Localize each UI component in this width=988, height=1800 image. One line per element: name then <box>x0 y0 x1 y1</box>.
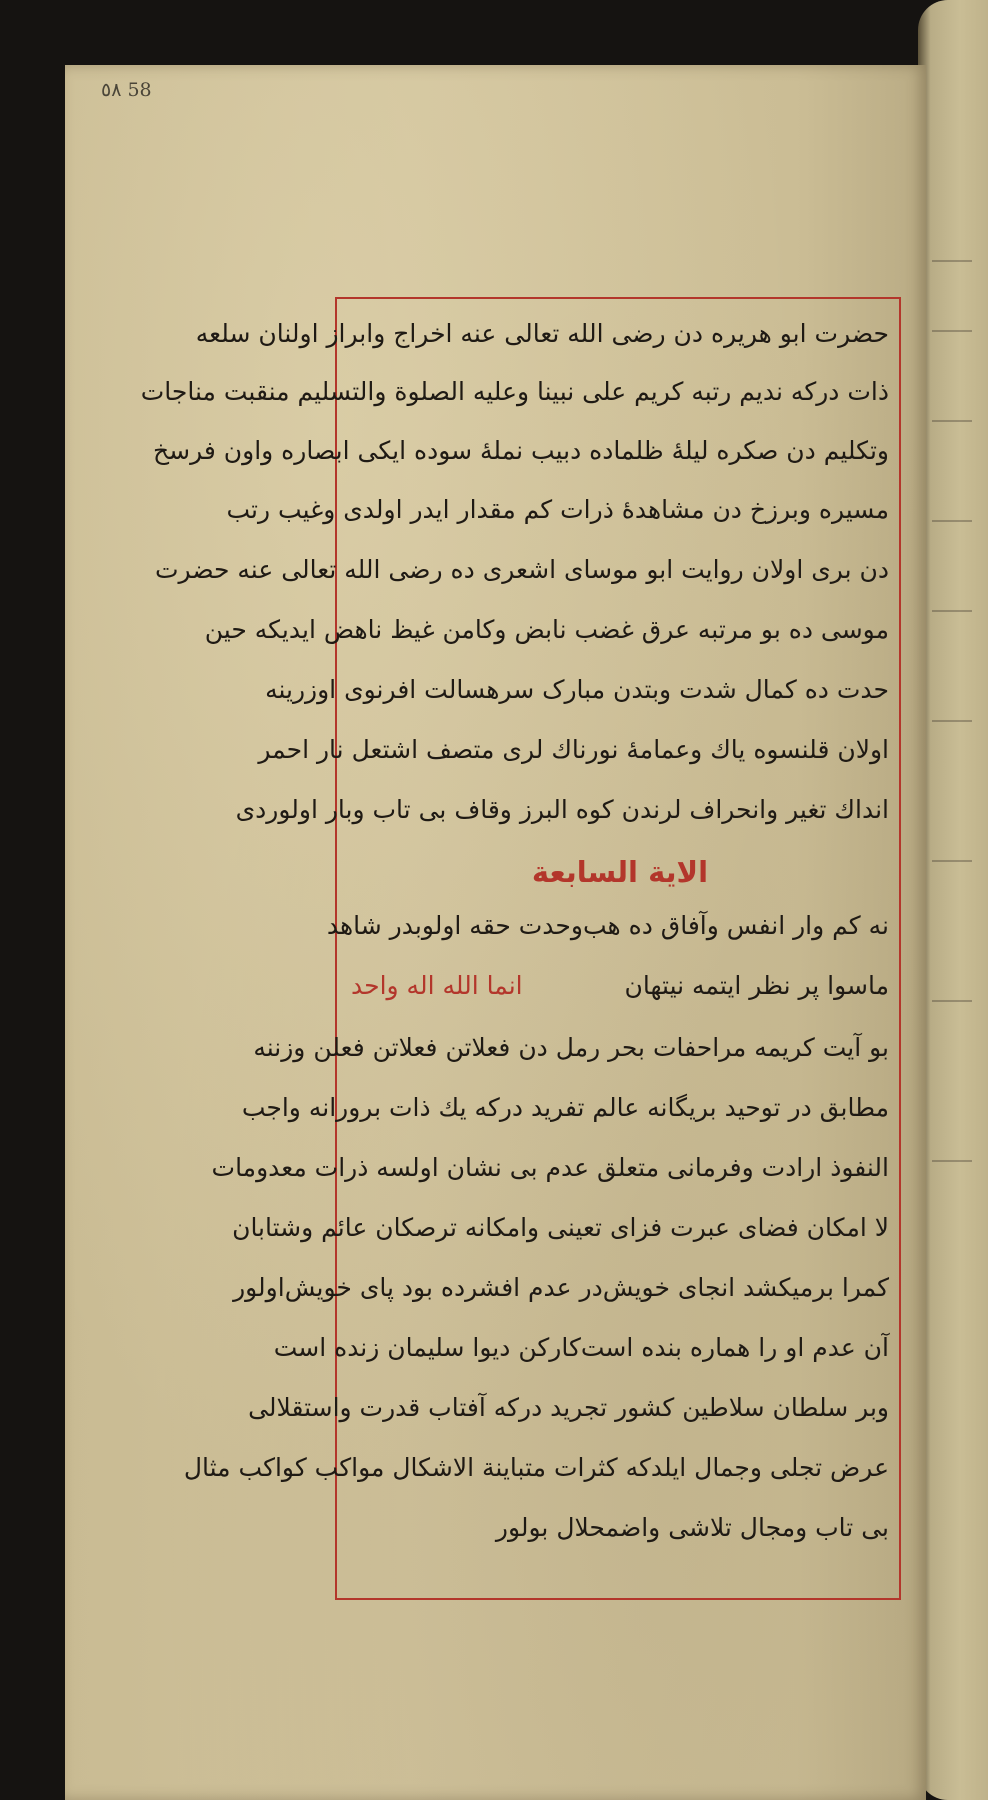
verse-line <box>337 971 903 1000</box>
text-line: بو آیت کریمه مراحفات بحر رمل دن فعلاتن فعلاتن فعلن وزننه <box>253 1033 889 1062</box>
verse-line <box>233 1273 903 1302</box>
text-line: انداك تغیر وانحراف لرندن کوه البرز وقاف بی تاب وبار اولوردی <box>235 795 889 824</box>
verse-hemistich-left: وحدت حقه اولوبدر شاهد <box>326 911 583 940</box>
verse-hemistich-left: کمرا برمیکشد انجای خویش <box>602 1273 889 1302</box>
facing-page-ink-trace <box>932 610 972 612</box>
text-line: مسیره وبرزخ دن مشاهدهٔ ذرات کم مقدار ایدر اولدی وغیب رتب <box>226 495 889 524</box>
text-line: دن بری اولان روایت ابو موسای اشعری ده رضی الله تعالی عنه حضرت <box>154 555 889 584</box>
verse-hemistich-right: ماسوا پر نظر ایتمه نیتهان <box>624 971 889 1000</box>
verse-hemistich-left: کارکن دیوا سلیمان زنده است <box>273 1333 581 1362</box>
text-line: وبر سلطان سلاطین کشور تجرید درکه آفتاب قدرت واستقلالی <box>248 1393 889 1422</box>
verse-hemistich-middle: در عدم افشرده بود پای خویش <box>284 1273 603 1302</box>
text-line: مطابق در توحید بریگانه عالم تفرید درکه یك ذات برورانه واجب <box>241 1093 889 1122</box>
text-line: وتکلیم دن صکره لیلهٔ ظلماده دبیب نملهٔ سوده ایکی ابصاره واون فرسخ <box>152 436 889 465</box>
facing-page-ink-trace <box>932 720 972 722</box>
verse-line <box>273 1333 903 1362</box>
text-line: عرض تجلی وجمال ایلدکه کثرات متباینة الاشکال مواکب کواکب مثال <box>183 1453 889 1482</box>
verse-hemistich-right: نه کم وار انفس وآفاق ده هب <box>582 911 889 940</box>
facing-page-ink-trace <box>932 520 972 522</box>
facing-page-ink-trace <box>932 420 972 422</box>
text-line: حضرت ابو هریره دن رضی الله تعالی عنه اخراج وابراز اولنان سلعه <box>195 319 889 348</box>
facing-page-edge <box>918 0 988 1800</box>
text-line: ذات درکه ندیم رتبه کریم علی نبینا وعلیه الصلوة والتسلیم منقبت مناجات <box>140 377 889 406</box>
facing-page-ink-trace <box>932 860 972 862</box>
facing-page-ink-trace <box>932 330 972 332</box>
text-block-frame <box>140 297 901 1600</box>
text-line: النفوذ ارادت وفرمانی متعلق عدم بی نشان اولسه ذرات معدومات <box>211 1153 889 1182</box>
facing-page-ink-trace <box>932 260 972 262</box>
folio-number: ٥٨ 58 <box>101 79 152 101</box>
text-line: اولان قلنسوه یاك وعمامهٔ نورناك لری متصف اشتعل نار احمر <box>258 735 889 764</box>
verse-hemistich-right: آن عدم او را هماره بنده است <box>580 1333 889 1362</box>
facing-page-ink-trace <box>932 1000 972 1002</box>
verse-word: اولور <box>233 1273 285 1302</box>
text-line: موسی ده بو مرتبه عرق غضب نابض وکامن غیظ ناهض ایدیکه حین <box>204 615 889 644</box>
text-line: لا امکان فضای عبرت فزای تعینی وامکانه ترصکان عائم وشتابان <box>232 1213 889 1242</box>
section-heading: الاية السابعة <box>531 855 709 889</box>
facing-page-ink-trace <box>932 1160 972 1162</box>
verse-line <box>326 911 903 940</box>
quranic-quote: انما الله اله واحد <box>351 971 523 1000</box>
text-line: بی تاب ومجال تلاشی واضمحلال بولور <box>495 1513 889 1542</box>
manuscript-page <box>65 65 926 1800</box>
text-line: حدت ده کمال شدت وبتدن مبارک سرهسالت افرنوی اوزرینه <box>265 675 889 704</box>
